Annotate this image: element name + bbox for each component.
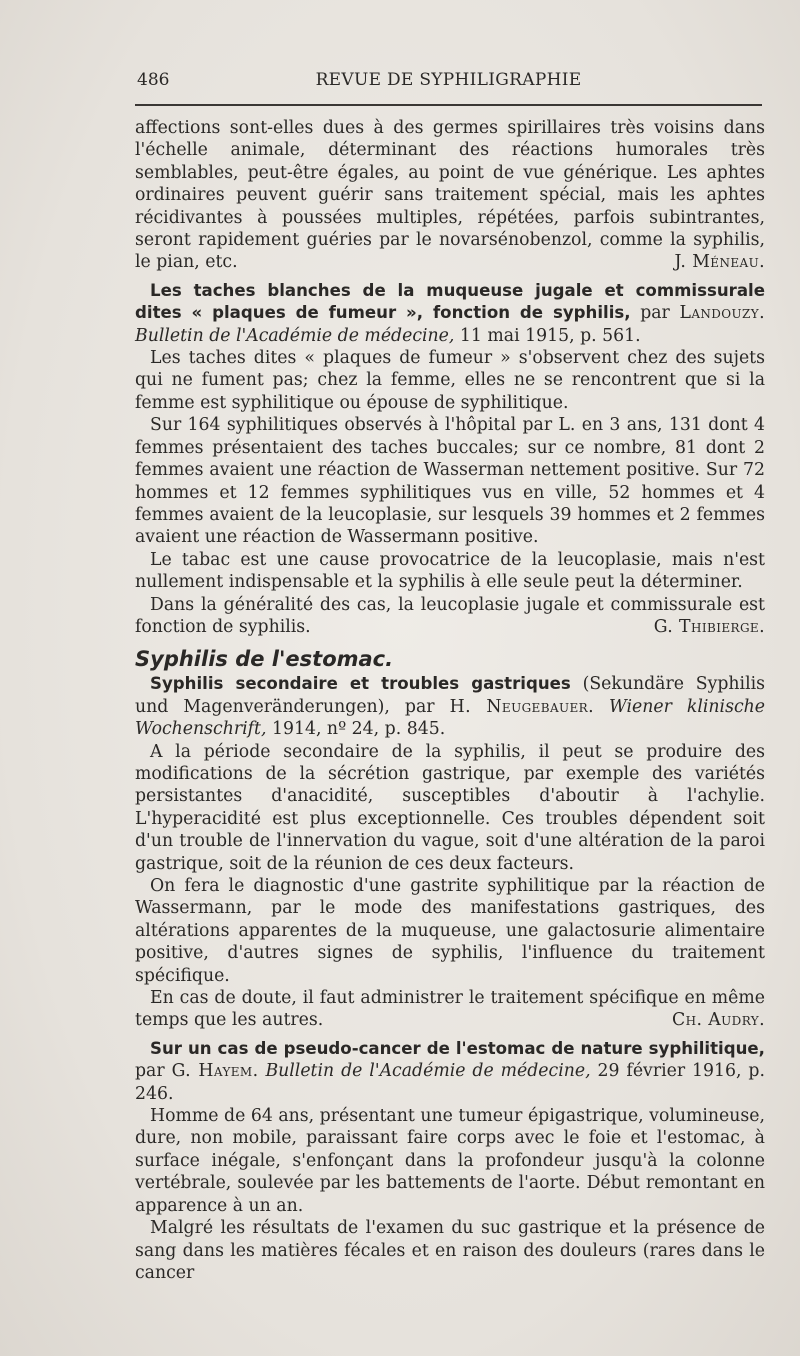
article2-paragraph-1: Les taches dites « plaques de fumeur » s'observent chez des sujets qui ne fument pas; chez la femme, elles ne se rencontrent que si la femme est syphilitique ou épouse de syphilitique. bbox=[135, 348, 765, 413]
article4-source: Bulletin de l'Académie de médecine, bbox=[265, 1061, 591, 1082]
article4-title: Sur un cas de pseudo-cancer de l'estomac de nature syphilitique, bbox=[150, 1038, 765, 1058]
article2-date: 11 mai 1915, p. 561. bbox=[459, 325, 641, 346]
article3-title: Syphilis secondaire et troubles gastriques bbox=[150, 674, 571, 694]
article3-paragraph-2: On fera le diagnostic d'une gastrite syphilitique par la réaction de Wassermann, par le mode des manifestations gastriques, des altérations apparentes de la muqueuse, une galactosurie alimentaire positive, d'autres signes de syphilis, l'influence du traitement spécifique. bbox=[135, 876, 765, 986]
article3-last-paragraph: En cas de doute, il faut administrer le traitement spécifique en même temps que les autres. bbox=[135, 988, 765, 1031]
article4-paragraph-1: Homme de 64 ans, présentant une tumeur épigastrique, volumineuse, dure, non mobile, paraissant faire corps avec le foie et l'estomac, à surface inégale, s'enfonçant dans la profondeur jusqu'à la colonne vertébrale, soulevée par les battements de l'aorte. Début remontant en apparence à un an. bbox=[135, 1106, 765, 1216]
article4-paragraph-2: Malgré les résultats de l'examen du suc gastrique et la présence de sang dans les matières fécales et en raison des douleurs (rares dans le cancer bbox=[135, 1218, 765, 1283]
article4-by: par bbox=[135, 1061, 165, 1082]
article3-paragraph-3 bbox=[135, 987, 765, 1032]
article1-text bbox=[135, 117, 765, 274]
article4-author: G. Hayem. bbox=[171, 1061, 259, 1082]
article2-author: Landouzy. bbox=[679, 303, 766, 324]
running-title: REVUE DE SYPHILIGRAPHIE bbox=[315, 70, 582, 90]
article2-signature: G. Thibierge. bbox=[653, 616, 765, 637]
article2-heading bbox=[135, 280, 765, 347]
article2-paragraph-4 bbox=[135, 594, 765, 639]
page-header bbox=[135, 70, 762, 94]
article4-date: 29 février 1916, p. 246. bbox=[135, 1061, 765, 1104]
article3-date: 1914, nº 24, p. 845. bbox=[271, 719, 446, 740]
article3-author: H. Neugebauer. bbox=[449, 696, 595, 717]
article3-heading bbox=[135, 673, 765, 740]
article2-by: par bbox=[640, 303, 670, 324]
section-heading: Syphilis de l'estomac. bbox=[135, 647, 394, 672]
article1-signature: J. Méneau. bbox=[674, 252, 765, 273]
article2-last-paragraph: Dans la généralité des cas, la leucoplasie jugale et commissurale est fonction de syphilis. bbox=[135, 594, 765, 637]
article2-source: Bulletin de l'Académie de médecine, bbox=[135, 325, 455, 346]
article2-paragraph-3: Le tabac est une cause provocatrice de la leucoplasie, mais n'est nullement indispensable et la syphilis à elle seule peut la déterminer. bbox=[135, 549, 765, 593]
header-rule bbox=[135, 104, 762, 106]
article3-source: Wiener klinische Wochenschrift, bbox=[135, 696, 765, 740]
article2-paragraph-2: Sur 164 syphilitiques observés à l'hôpital par L. en 3 ans, 131 dont 4 femmes présentaient des taches buccales; sur ce nombre, 81 dont 2 femmes avaient une réaction de Wasserman nettement positive. Sur 72 hommes et 12 femmes syphilitiques vus en ville, 52 hommes et 4 femmes avaient de la leucoplasie, sur lesquels 39 hommes et 2 femmes avaient une réaction de Wassermann positive. bbox=[135, 415, 765, 548]
article3-paragraph-1: A la période secondaire de la syphilis, il peut se produire des modifications de la sécrétion gastrique, par exemple des variétés persistantes d'anacidité, susceptibles d'aboutir à l'achylie. L'hyperacidité est plus exceptionnelle. Ces troubles dépendent soit d'un trouble de l'innervation du vague, soit d'une altération de la paroi gastrique, soit de la réunion de ces deux facteurs. bbox=[135, 741, 765, 874]
page-body bbox=[135, 117, 765, 1284]
article3-signature: Ch. Audry. bbox=[672, 1010, 765, 1031]
article1-paragraph: affections sont-elles dues à des germes spirillaires très voisins dans l'échelle animale, déterminant des réactions humorales très semblables, peut-être égales, au point de vue générique. Les aphtes ordinaires peuvent guérir sans traitement spécial, mais les aphtes récidivantes à poussées multiples, répétées, parfois subintrantes, seront rapidement guéries par le novarsénobenzol, comme la syphilis, le pian, etc. bbox=[135, 118, 765, 273]
article3-subtitle: (Sekundäre Syphilis und Magenveränderungen), par bbox=[135, 674, 765, 717]
article4-heading bbox=[135, 1038, 765, 1105]
page-number: 486 bbox=[137, 70, 170, 90]
article2-title: Les taches blanches de la muqueuse jugale et commissurale dites « plaques de fumeur », fonction de syphilis, bbox=[135, 280, 765, 323]
